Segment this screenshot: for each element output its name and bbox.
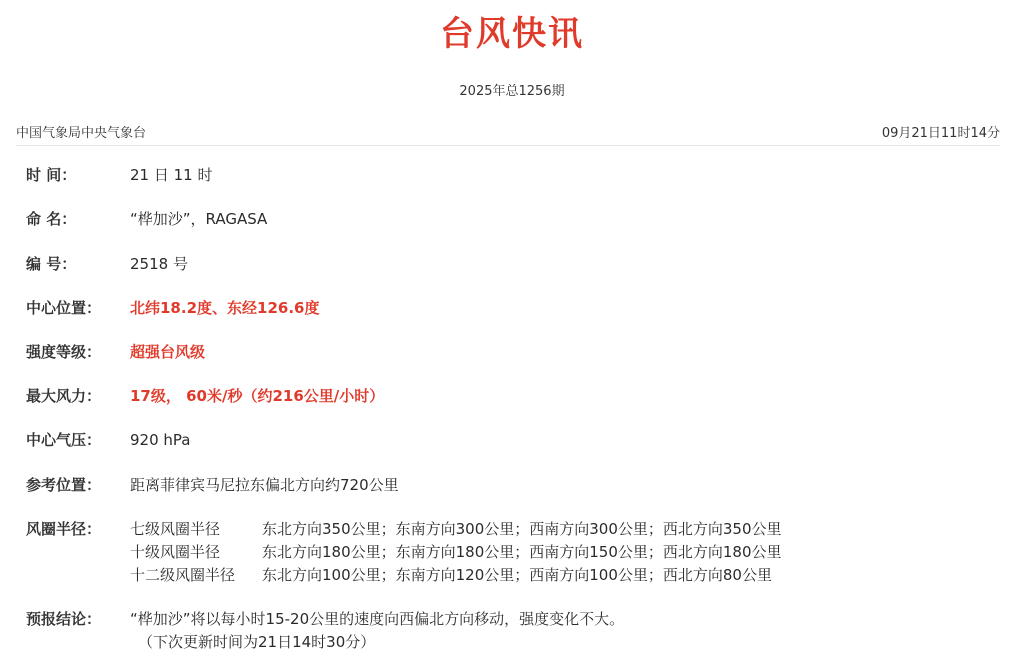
field-label: 最大风力： [26,387,102,405]
field-label: 时 间： [26,166,77,184]
wind-radius-level: 十二级风圈半径 [130,566,236,584]
field-label: 中心位置： [26,299,102,317]
wind-radius-line [130,541,782,564]
field-value: 北纬18.2度、东经126.6度 [130,299,320,317]
field-value: 距离菲律宾马尼拉东偏北方向约720公里 [130,476,399,494]
forecast-text: “桦加沙”将以每小时15-20公里的速度向西偏北方向移动，强度变化不大。 [130,610,625,628]
field-label: 中心气压： [26,431,102,449]
field-value: 920 hPa [130,431,191,449]
field-value: 17级， 60米/秒（约216公里/小时） [130,387,385,405]
page-title: 台风快讯 [440,14,584,54]
field-label: 编 号： [26,255,77,273]
wind-radius-text: 东北方向350公里；东南方向300公里；西南方向300公里；西北方向350公里 [262,520,782,538]
field-value: 21 日 11 时 [130,166,213,184]
wind-radius-text: 东北方向100公里；东南方向120公里；西南方向100公里；西北方向80公里 [262,566,772,584]
field-label: 参考位置： [26,476,102,494]
field-value: 2518 号 [130,255,188,273]
wind-radius-line [130,518,782,541]
field-label: 风圈半径： [26,520,102,538]
wind-radius-text: 东北方向180公里；东南方向180公里；西南方向150公里；西北方向180公里 [262,543,782,561]
meta-bar [16,122,1000,146]
forecast-content [130,608,624,654]
wind-radius-list [130,518,782,587]
agency-name: 中国气象局中央气象台 [16,126,147,141]
publish-datetime: 09月21日11时14分 [881,126,1000,141]
field-label: 命 名： [26,210,77,228]
wind-radius-level: 十级风圈半径 [130,543,221,561]
field-label: 预报结论： [26,610,102,628]
field-value: “桦加沙”，RAGASA [130,210,268,228]
wind-radius-level: 七级风圈半径 [130,520,221,538]
issue-number: 2025年总1256期 [459,84,565,99]
field-value: 超强台风级 [130,343,206,361]
next-update-note: （下次更新时间为21日14时30分） [138,633,376,651]
wind-radius-line [130,564,782,587]
field-label: 强度等级： [26,343,102,361]
